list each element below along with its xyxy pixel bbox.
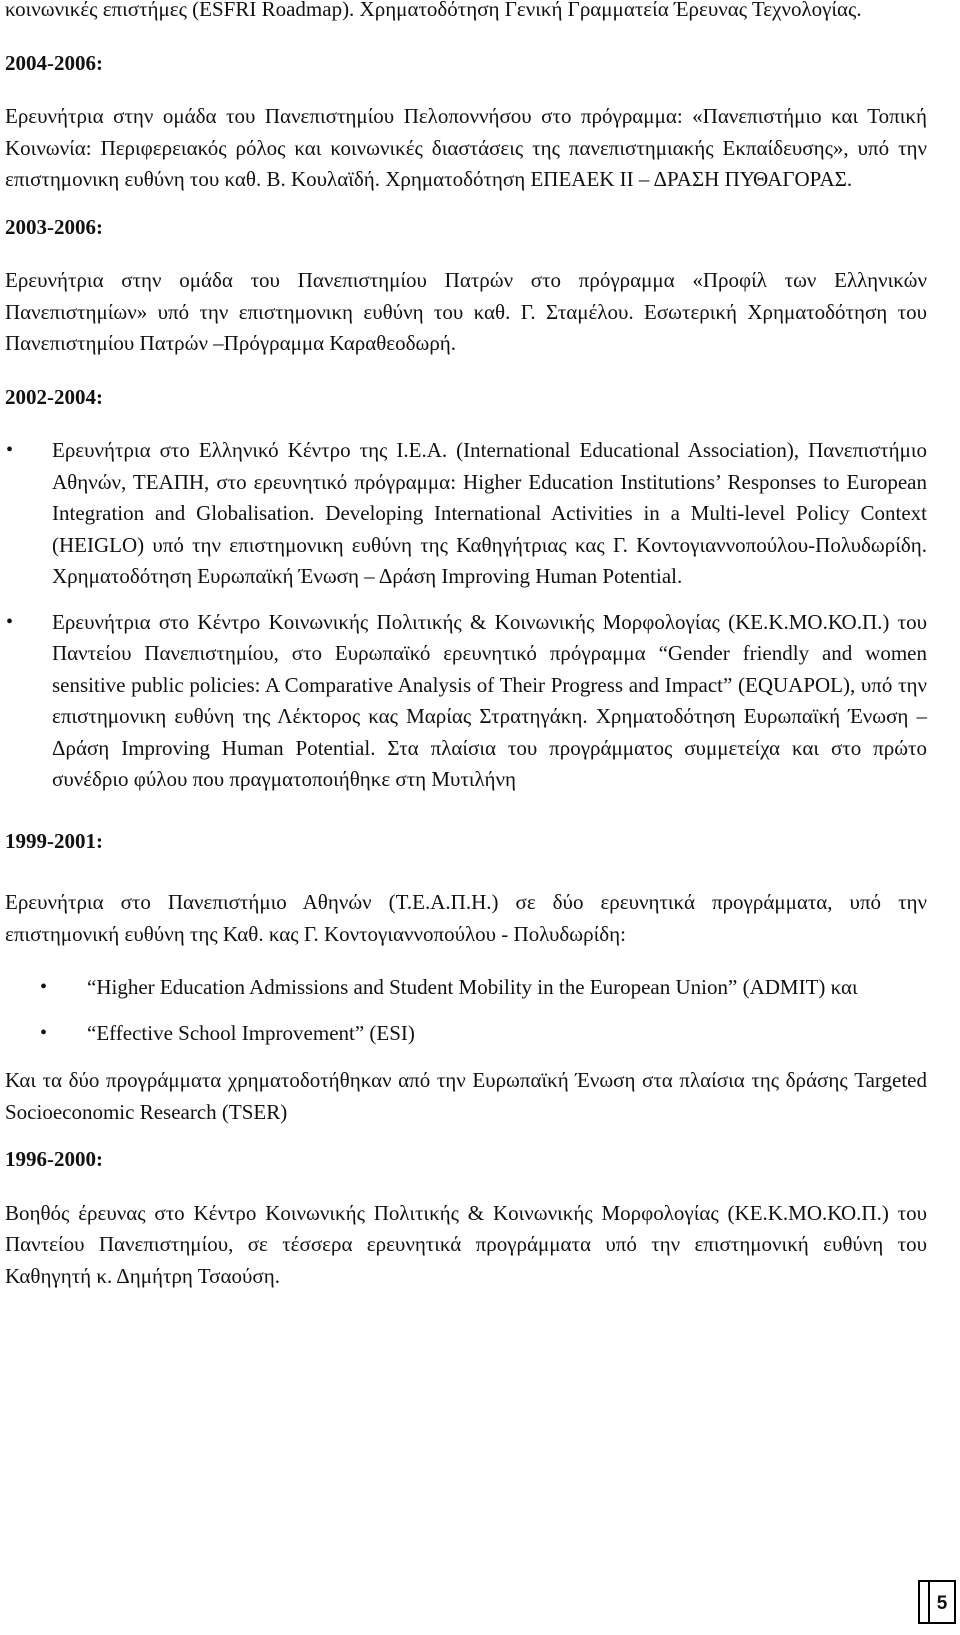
list-item	[5, 1018, 927, 1050]
list-item-text: “Higher Education Admissions and Student Mobility in the European Union” (ADMIT) και	[87, 975, 858, 999]
list-item-text: Ερευνήτρια στο Κέντρο Κοινωνικής Πολιτικής & Κοινωνικής Μορφολογίας (ΚΕ.Κ.ΜΟ.ΚΟ.Π.) του Παντείου Πανεπιστημίου, στο Ευρωπαϊκό ερευνητικό πρόγραμμα “Gender friendly and women sensitive public policies: A Comparative Analysis of Their Progress and Impact” (EQUAPOL), υπό την επιστημονικη ευθύνη της Λέκτορος κας Μαρίας Στρατηγάκη. Χρηματοδότηση Ευρωπαϊκή Ένωση – Δράση Improving Human Potential. Στα πλαίσια του προγράμματος συμμετείχα και στο πρώτο συνέδριο φύλου που πραγματοποιήθηκε στη Μυτιλήνη	[52, 609, 927, 791]
section-text-2003-2006: Ερευνήτρια στην ομάδα του Πανεπιστημίου Πατρών στο πρόγραμμα «Προφίλ των Ελληνικών Πανεπιστημίων» υπό την επιστημονικη ευθύνη του καθ. Γ. Σταμέλου. Εσωτερική Χρηματοδότηση του Πανεπιστημίου Πατρών –Πρόγραμμα Καραθεοδωρή.	[5, 268, 927, 355]
intro-paragraph: κοινωνικές επιστήμες (ESFRI Roadmap). Χρηματοδότηση Γενική Γραμματεία Έρευνας Τεχνολογίας.	[5, 0, 862, 21]
list-item	[5, 435, 927, 593]
bullet-list-1999-2001	[5, 972, 927, 1049]
list-item	[5, 972, 927, 1004]
year-heading-1999-2001: 1999-2001:	[5, 828, 103, 853]
year-heading-2004-2006: 2004-2006:	[5, 50, 103, 75]
list-item-text: Ερευνήτρια στο Ελληνικό Κέντρο της Ι.Ε.Α. (International Educational Association), Πανεπιστήμιο Αθηνών, ΤΕΑΠΗ, στο ερευνητικό πρόγραμμα: Higher Education Institutions’ Responses to European Integration and Globalisation. Developing International Activities in a Multi-level Policy Context (HEIGLO) υπό την επιστημονικη ευθύνη της Καθηγήτριας κας Γ. Κοντογιαννοπούλου-Πολυδωρίδη. Χρηματοδότηση Ευρωπαϊκή Ένωση – Δράση Improving Human Potential.	[52, 438, 927, 588]
bullet-list-2002-2004	[5, 435, 927, 796]
year-heading-2002-2004: 2002-2004:	[5, 384, 103, 409]
list-item-text: “Effective School Improvement” (ESI)	[87, 1020, 415, 1045]
section-text-2004-2006: Ερευνήτρια στην ομάδα του Πανεπιστημίου Πελοποννήσου στο πρόγραμμα: «Πανεπιστήμιο και Τοπική Κοινωνία: Περιφερειακός ρόλος και κοινωνικές διαστάσεις της πανεπιστημιακής Εκπαίδευσης», υπό την επιστημονικη ευθύνη του καθ. Β. Κουλαϊδή. Χρηματοδότηση ΕΠΕΑΕΚ ΙΙ – ΔΡΑΣΗ ΠΥΘΑΓΟΡΑΣ.	[5, 104, 927, 191]
section-text-1996-2000: Βοηθός έρευνας στο Κέντρο Κοινωνικής Πολιτικής & Κοινωνικής Μορφολογίας (ΚΕ.Κ.ΜΟ.ΚΟ.Π.) του Παντείου Πανεπιστημίου, σε τέσσερα ερευνητικά προγράμματα υπό την επιστημονική ευθύνη του Καθηγητή κ. Δημήτρη Τσαούση.	[5, 1200, 927, 1288]
document-page	[5, 0, 927, 1292]
list-item	[5, 607, 927, 796]
bullet-icon: •	[40, 976, 48, 998]
year-heading-1996-2000: 1996-2000:	[5, 1147, 103, 1171]
year-heading-2003-2006: 2003-2006:	[5, 214, 103, 239]
page-number-box	[918, 1580, 956, 1624]
bullet-icon: •	[6, 610, 14, 633]
page-number: 5	[928, 1582, 954, 1622]
bullet-icon: •	[6, 439, 14, 461]
section-text-1999-2001: Ερευνήτρια στο Πανεπιστήμιο Αθηνών (Τ.Ε.Α.Π.Η.) σε δύο ερευνητικά προγράμματα, υπό την επιστημονική ευθύνη της Καθ. κας Γ. Κοντογιαννοπούλου - Πολυδωρίδη:	[5, 890, 927, 946]
section-after-text-1999-2001: Και τα δύο προγράμματα χρηματοδοτήθηκαν από την Ευρωπαϊκή Ένωση στα πλαίσια της δράσης Targeted Socioeconomic Research (TSER)	[5, 1068, 927, 1124]
bullet-icon: •	[40, 1021, 48, 1044]
